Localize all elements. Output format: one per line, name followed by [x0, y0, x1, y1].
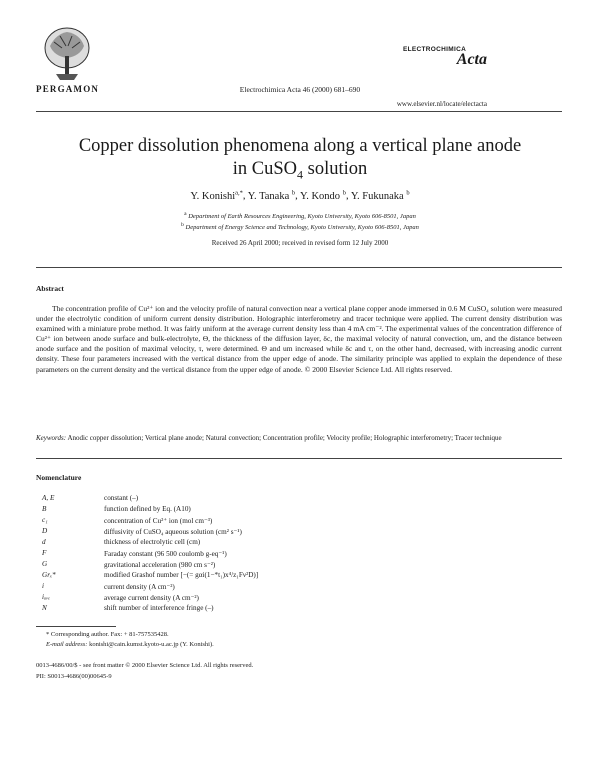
- nomenclature-row: Grₓ* modified Grashof number [−(= gαi(1−*t₁)x⁴/z₁Fν²D)]: [42, 571, 259, 579]
- nomenclature-row: i current density (A cm⁻²): [42, 582, 175, 591]
- footnote-rule: [36, 626, 116, 627]
- corresponding-author-note: * Corresponding author. Fax: + 81-757535428.: [46, 631, 169, 638]
- journal-logo-bottom: Acta: [456, 51, 487, 68]
- journal-logo: [403, 46, 493, 69]
- keywords-label: Keywords:: [36, 434, 67, 442]
- nomenclature-heading: Nomenclature: [36, 473, 82, 482]
- article-title: [20, 135, 580, 187]
- keywords: [36, 433, 562, 443]
- nomenclature-row: iₐᵥₑ average current density (A cm⁻²): [42, 593, 199, 602]
- author-list: Y. Konishi$^{a,*}$, Y. Tanaka $^b$, Y. Kondo $^b$, Y. Fukunaka $^b$: [190, 189, 410, 202]
- title-line-2: in CuSO$_4$ solution: [232, 159, 368, 182]
- nomenclature-row: F Faraday constant (96 500 coulomb g-eq⁻¹): [42, 549, 227, 558]
- nomenclature-row: G gravitational acceleration (980 cm s⁻²): [42, 560, 216, 569]
- abstract-text: The concentration profile of Cu²⁺ ion and the velocity profile of natural convection near a vertical plane copper anode immersed in 0.6 M CuSO₄ solution were measured under the electrolytic condition of uniform current density distribution. Holographic interferometry and tracer technique were applied. The current density distribution was examined with a miniature probe method. It was fairly uniform at the average current density less than 4 mA cm⁻². The experimental values of the concentration difference of Cu²⁺ ion between anode surface and bulk-electrolyte, Θ, the thickness of the diffusion layer, δc, the maximal velocity of natural convection, um, and the distance between anode surface and the position of maximal velocity, τ, were determined. Θ and um increased while δc and τ, on the other hand, decreased, with increasing anodic current density. These four parameters increased with the vertical distance from the upper edge of anode. The similarity principle was applied to explain the dependence of these parameters on the current density and the vertical distance from the upper edge of anode. © 2000 Elsevier Science Ltd. All rights reserved.: [36, 304, 562, 374]
- author: Y. Fukunaka $^b$: [350, 189, 410, 202]
- nomenclature-row: B function defined by Eq. (A10): [42, 505, 191, 513]
- author: Y. Konishi$^{a,*}$: [190, 189, 243, 202]
- journal-url[interactable]: www.elsevier.nl/locate/electacta: [396, 100, 487, 108]
- author: Y. Kondo $^b$: [300, 189, 346, 202]
- publisher-name: PERGAMON: [36, 84, 100, 94]
- publisher-tree-logo: [36, 26, 98, 84]
- keywords-text: Anodic copper dissolution; Vertical plane anode; Natural convection; Concentration profile; Velocity profile; Holographic interferometry; Tracer technique: [66, 434, 502, 442]
- title-rule: [36, 267, 562, 268]
- journal-logo-top: ELECTROCHIMICA: [403, 46, 467, 53]
- title-line-1: Copper dissolution phenomena along a vertical plane anode: [78, 136, 522, 156]
- nomenclature-row: D diffusivity of CuSO₄ aqueous solution (cm² s⁻¹): [42, 527, 242, 536]
- nomenclature-row: N shift number of interference fringe (–): [42, 604, 214, 612]
- nomenclature-row: A, E constant (–): [42, 494, 139, 502]
- email-note: E-mail address: konishi@cain.kumst.kyoto-u.ac.jp (Y. Konishi).: [46, 641, 214, 648]
- affiliation: $^b$ Department of Energy Science and Technology, Kyoto University, Kyoto 606-8501, Japan: [181, 222, 419, 232]
- keywords-rule: [36, 458, 562, 459]
- journal-citation: Electrochimica Acta 46 (2000) 681–690: [239, 85, 361, 94]
- header-rule: [36, 111, 562, 112]
- nomenclature-row: c₁ concentration of Cu²⁺ ion (mol cm⁻³): [42, 516, 213, 525]
- affiliation: $^a$ Department of Earth Resources Engineering, Kyoto University, Kyoto 606-8501, Japan: [184, 211, 416, 221]
- pii-line: PII: S0013-4686(00)00645-9: [36, 673, 112, 680]
- received-dates: Received 26 April 2000; received in revised form 12 July 2000: [211, 239, 389, 247]
- author: Y. Tanaka $^b$: [247, 189, 296, 202]
- abstract-heading: Abstract: [36, 284, 64, 293]
- issn-line: 0013-4686/00/$ - see front matter © 2000 Elsevier Science Ltd. All rights reserved.: [36, 662, 254, 669]
- nomenclature-row: d thickness of electrolytic cell (cm): [42, 538, 201, 546]
- email-address[interactable]: konishi@cain.kumst.kyoto-u.ac.jp (Y. Konishi).: [87, 641, 214, 648]
